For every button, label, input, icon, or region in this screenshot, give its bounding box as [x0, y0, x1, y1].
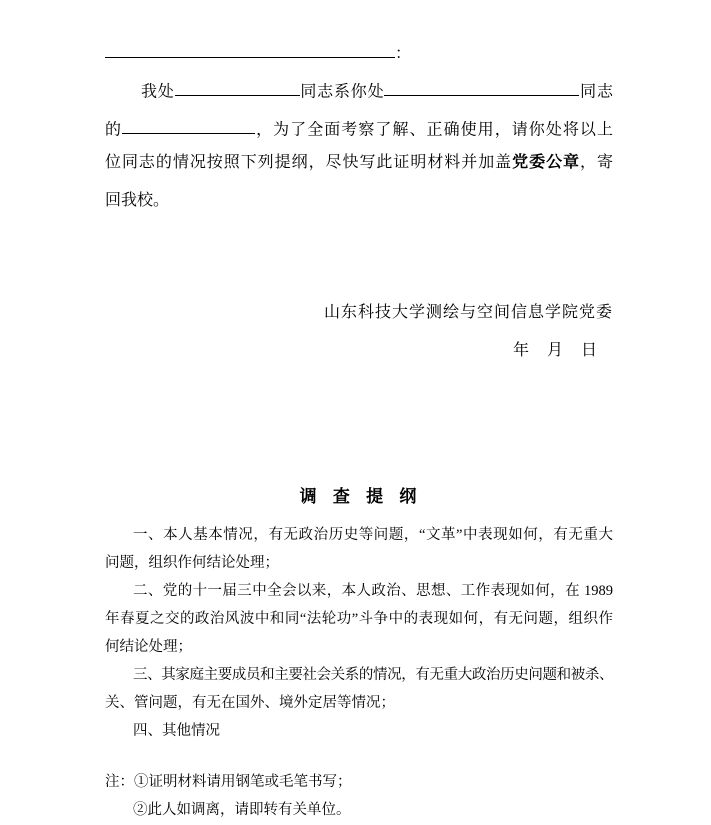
- letter-text: 位同志的情况按照下列提纲，尽快写此证明材料并加盖: [105, 154, 513, 171]
- outline-text: 何结论处理；: [105, 639, 192, 655]
- outline-item-line: [105, 667, 613, 684]
- outline-item-line: [105, 695, 613, 712]
- letter-text: ，为了全面考察了解、正确使用，请你处将以上: [255, 121, 613, 139]
- outline-text: 三、其家庭主要成员和主要社会关系的情况，有无重大政治历史问题和被杀、: [133, 667, 613, 683]
- outline-text: 一、本人基本情况，有无政治历史等问题，“文革”中表现如何，有无重大: [133, 527, 613, 543]
- letter-text: 的: [105, 121, 123, 139]
- outline-item-line: [105, 527, 613, 544]
- outline-heading: [105, 487, 613, 507]
- date-text: 年 月 日: [512, 342, 598, 359]
- salutation-line: [105, 41, 613, 64]
- salutation-colon: ：: [395, 45, 412, 63]
- fill-in-blank: [384, 79, 579, 96]
- letter-body-line: [105, 192, 613, 211]
- fill-in-blank: [105, 41, 395, 58]
- signature-text: 山东科技大学测绘与空间信息学院党委: [323, 304, 613, 321]
- letter-text: 同志系你处: [299, 83, 385, 101]
- fill-in-blank: [122, 117, 255, 134]
- note-text: 注：①证明材料请用钢笔或毛笔书写；: [105, 774, 352, 790]
- outline-item-line: [105, 583, 613, 600]
- letter-text: 我处: [141, 83, 175, 101]
- letter-body-line: [105, 79, 613, 102]
- letter-text: 同志: [579, 83, 613, 101]
- signature-line: [105, 304, 613, 323]
- letter-body-line: [105, 117, 613, 140]
- outline-text: 年春夏之交的政治风波中和同“法轮功”斗争中的表现如何，有无问题，组织作: [105, 611, 613, 627]
- letter-text: 回我校。: [105, 192, 170, 209]
- letter-body-line: [105, 154, 613, 173]
- outline-text: 四、其他情况: [133, 723, 220, 739]
- outline-text: 问题，组织作何结论处理；: [105, 555, 279, 571]
- outline-item-line: [105, 555, 613, 572]
- outline-text: 关、管问题，有无在国外、境外定居等情况；: [105, 695, 395, 711]
- note-line: [105, 802, 613, 819]
- fill-in-blank: [175, 79, 300, 96]
- note-text: ②此人如调离，请即转有关单位。: [133, 802, 351, 818]
- outline-item-line: [105, 611, 613, 628]
- outline-item-line: [105, 639, 613, 656]
- note-line: [105, 774, 613, 791]
- letter-text: ，寄: [580, 154, 613, 171]
- date-line: [105, 342, 613, 361]
- outline-item-line: [105, 723, 613, 740]
- bold-emphasis-seal: 党委公章: [512, 154, 580, 171]
- outline-text: 二、党的十一届三中全会以来，本人政治、思想、工作表现如何，在 1989: [133, 583, 613, 599]
- outline-heading-text: 调 查 提 纲: [299, 487, 419, 506]
